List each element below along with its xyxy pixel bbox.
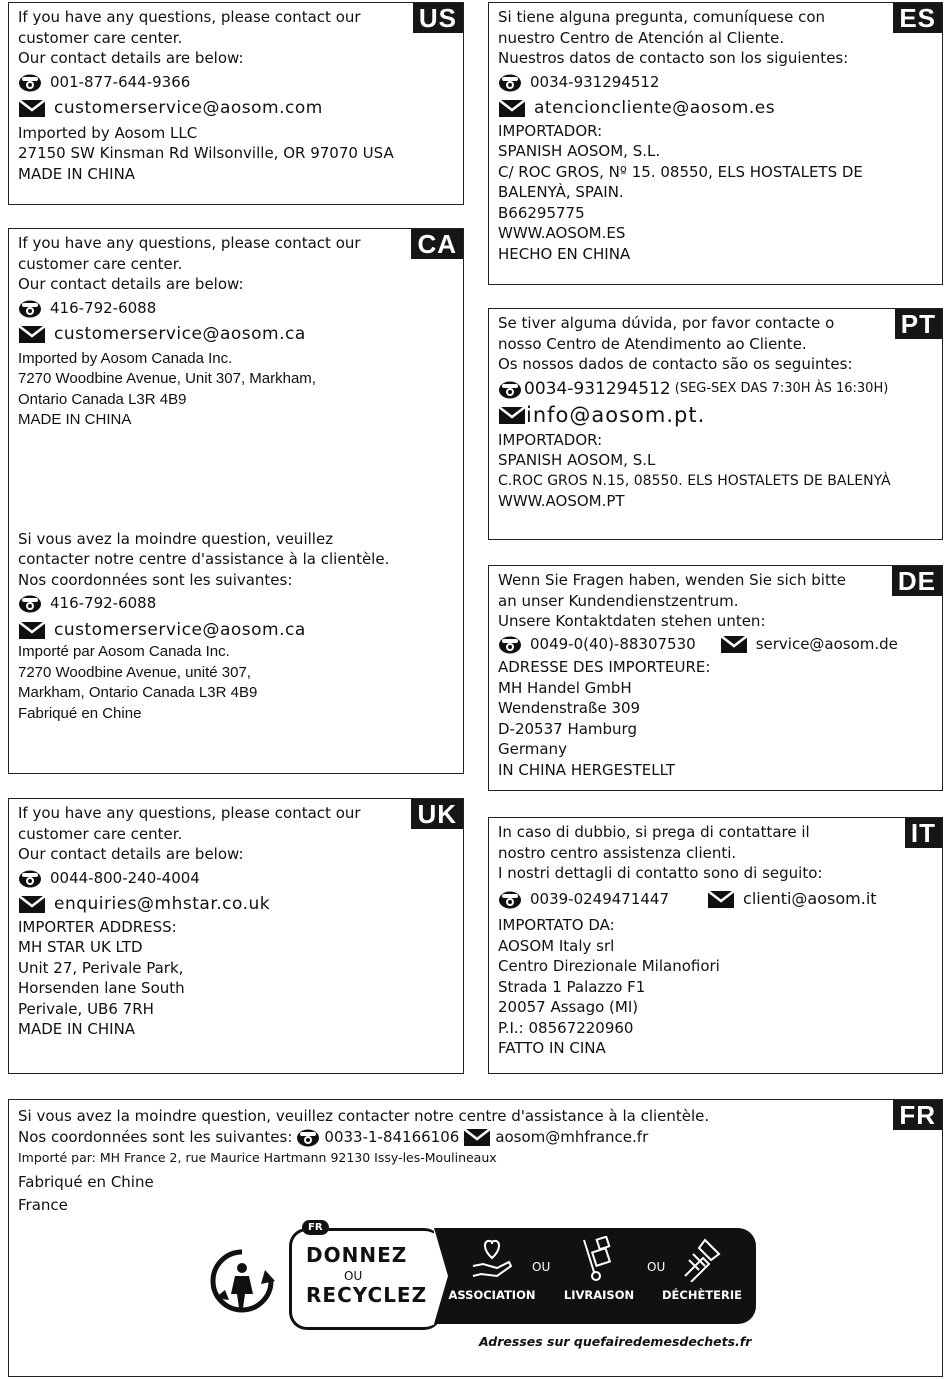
de-contact-box	[488, 565, 943, 791]
ca-fr-phone-row	[18, 593, 457, 614]
it-address-2: AOSOM Italy srl	[498, 936, 615, 955]
uk-line-1: If you have any questions, please contact our	[18, 804, 361, 822]
uk-address-5: Perivale, UB6 7RH	[18, 999, 154, 1018]
mail-icon	[18, 98, 46, 118]
mail-icon	[498, 98, 526, 118]
recyclez-text: RECYCLEZ	[306, 1283, 428, 1307]
uk-phone: 0044-800-240-4004	[50, 868, 200, 887]
pt-contact-box	[488, 308, 943, 540]
it-contact-row	[498, 889, 936, 910]
mail-icon	[18, 620, 46, 640]
us-phone: 001-877-644-9366	[50, 72, 191, 91]
de-email: service@aosom.de	[755, 634, 898, 653]
phone-icon	[498, 380, 522, 398]
pt-address-2: SPANISH AOSOM, S.L	[498, 451, 656, 469]
us-phone-row	[18, 72, 457, 93]
phone-icon	[18, 299, 42, 317]
ca-fr-phone: 416-792-6088	[50, 594, 157, 612]
pt-line-1: Se tiver alguma dúvida, por favor contacte o	[498, 314, 835, 332]
ca-address-2: 7270 Woodbine Avenue, Unit 307, Markham,	[18, 370, 316, 387]
us-email-row	[18, 98, 457, 119]
pt-email: info@aosom.pt.	[526, 403, 706, 427]
ca-line-1: If you have any questions, please contact our	[18, 234, 361, 252]
ca-address-3: Ontario Canada L3R 4B9	[18, 390, 187, 408]
ca-line-2: customer care center.	[18, 254, 183, 273]
mail-icon	[463, 1127, 491, 1147]
es-line-3: Nuestros datos de contacto son los siguientes:	[498, 49, 849, 67]
us-address-2: 27150 SW Kinsman Rd Wilsonville, OR 97070 USA	[18, 144, 394, 162]
us-contact-box	[8, 2, 464, 205]
mail-icon	[498, 405, 526, 425]
decheterie-label: DÉCHÈTERIE	[661, 1288, 742, 1302]
recycling-tools-icon	[679, 1236, 725, 1282]
de-line-3: Unsere Kontaktdaten stehen unten:	[498, 612, 766, 630]
us-line-3: Our contact details are below:	[18, 49, 244, 67]
us-address-3: MADE IN CHINA	[18, 164, 136, 183]
ca-email-row	[18, 324, 457, 345]
association-label: ASSOCIATION	[448, 1288, 536, 1302]
triman-icon	[209, 1248, 275, 1314]
country-tag-us: US	[413, 3, 463, 33]
decheterie-option	[657, 1236, 747, 1302]
mail-icon	[707, 889, 735, 909]
ca-fr-line-3: Nos coordonnées sont les suivantes:	[18, 570, 293, 589]
phone-icon	[18, 594, 42, 612]
country-tag-uk: UK	[411, 799, 463, 829]
es-line-1: Si tiene alguna pregunta, comuníquese con	[498, 8, 826, 26]
fr-made: Fabriqué en Chine	[18, 1172, 154, 1191]
livraison-label: LIVRAISON	[563, 1288, 635, 1302]
country-tag-it: IT	[905, 818, 942, 848]
fr-contact-box	[8, 1099, 943, 1377]
ca-phone-row	[18, 298, 457, 319]
it-line-1: In caso di dubbio, si prega di contattare il	[498, 823, 810, 841]
phone-icon	[498, 635, 522, 653]
phone-icon	[498, 73, 522, 91]
triman-website: Adresses sur quefairedemesdechets.fr	[479, 1334, 752, 1349]
ca-address-1: Imported by Aosom Canada Inc.	[18, 349, 233, 367]
ca-email: customerservice@aosom.ca	[54, 324, 306, 344]
ca-line-3: Our contact details are below:	[18, 275, 244, 293]
ca-phone: 416-792-6088	[50, 298, 157, 317]
uk-address-1: IMPORTER ADDRESS:	[18, 917, 177, 936]
es-email: atencioncliente@aosom.es	[534, 98, 776, 118]
ou-text-3: OU	[647, 1260, 666, 1274]
ca-fr-email-row	[18, 620, 457, 641]
us-line-1: If you have any questions, please contact our	[18, 8, 361, 26]
es-address-4: BALENYÀ, SPAIN.	[498, 183, 624, 201]
heart-hand-icon	[469, 1236, 515, 1282]
pt-phone: 0034-931294512	[524, 378, 671, 399]
fr-contact-row	[18, 1127, 936, 1148]
de-address-3: Wendenstraße 309	[498, 699, 641, 717]
it-phone: 0039-0249471447	[530, 889, 670, 908]
de-address-4: D-20537 Hamburg	[498, 719, 637, 738]
it-email: clienti@aosom.it	[743, 888, 877, 908]
de-address-5: Germany	[498, 740, 567, 758]
uk-line-3: Our contact details are below:	[18, 845, 244, 863]
it-address-6: P.I.: 08567220960	[498, 1018, 634, 1037]
de-address-6: IN CHINA HERGESTELLT	[498, 760, 676, 779]
us-line-2: customer care center.	[18, 28, 183, 47]
es-email-row	[498, 98, 936, 119]
ca-fr-address-4: Fabriqué en Chine	[18, 704, 142, 722]
mail-icon	[720, 634, 748, 654]
de-address-1: ADRESSE DES IMPORTEURE:	[498, 658, 711, 676]
fr-importer: Importé par: MH France 2, rue Maurice Hartmann 92130 Issy-les-Moulineaux	[18, 1150, 497, 1165]
pt-address-1: IMPORTADOR:	[498, 430, 603, 449]
donnez-recyclez-panel	[289, 1222, 442, 1330]
phone-icon	[498, 890, 522, 908]
it-address-7: FATTO IN CINA	[498, 1039, 606, 1057]
es-address-6: WWW.AOSOM.ES	[498, 224, 626, 242]
uk-contact-box	[8, 798, 464, 1074]
ca-address-4: MADE IN CHINA	[18, 411, 132, 428]
it-line-2: nostro centro assistenza clienti.	[498, 843, 737, 862]
de-line-1: Wenn Sie Fragen haben, wenden Sie sich bitte	[498, 571, 846, 589]
pt-line-2: nosso Centro de Atendimento ao Cliente.	[498, 334, 807, 353]
uk-line-2: customer care center.	[18, 824, 183, 843]
fr-line-2: Nos coordonnées sont les suivantes:	[18, 1127, 293, 1146]
fr-country: France	[18, 1196, 68, 1214]
panel-arrow	[434, 1228, 448, 1324]
ca-contact-box	[8, 228, 464, 774]
de-contact-row	[498, 634, 936, 655]
ca-fr-address-1: Importé par Aosom Canada Inc.	[18, 643, 230, 660]
uk-email: enquiries@mhstar.co.uk	[54, 894, 271, 914]
us-email: customerservice@aosom.com	[54, 98, 323, 118]
ca-fr-address-2: 7270 Woodbine Avenue, unité 307,	[18, 663, 251, 681]
it-address-1: IMPORTATO DA:	[498, 916, 615, 934]
us-address-1: Imported by Aosom LLC	[18, 123, 198, 142]
phone-icon	[296, 1128, 320, 1146]
es-contact-box	[488, 2, 943, 285]
ca-fr-email: customerservice@aosom.ca	[54, 619, 306, 640]
ca-fr-line-1: Si vous avez la moindre question, veuillez	[18, 529, 334, 548]
uk-address-6: MADE IN CHINA	[18, 1020, 136, 1038]
donnez-text: DONNEZ	[306, 1243, 408, 1267]
livraison-option	[559, 1236, 639, 1302]
mail-icon	[18, 894, 46, 914]
es-address-7: HECHO EN CHINA	[498, 244, 631, 263]
es-address-3: C/ ROC GROS, Nº 15. 08550, ELS HOSTALETS DE	[498, 162, 863, 181]
it-contact-box	[488, 817, 943, 1074]
hand-truck-icon	[576, 1236, 622, 1282]
pt-line-3: Os nossos dados de contacto são os seguintes:	[498, 355, 853, 373]
it-address-3: Centro Direzionale Milanofiori	[498, 957, 720, 975]
it-line-3: I nostri dettagli di contatto sono di seguito:	[498, 864, 823, 882]
de-phone: 0049-0(40)-88307530	[530, 634, 696, 653]
de-address-2: MH Handel GmbH	[498, 678, 632, 697]
country-tag-fr: FR	[893, 1100, 942, 1130]
triman-recycling-label	[209, 1222, 769, 1376]
de-line-2: an unser Kundendienstzentrum.	[498, 591, 739, 610]
uk-phone-row	[18, 868, 457, 889]
mail-icon	[18, 324, 46, 344]
fr-pill: FR	[302, 1220, 329, 1235]
uk-email-row	[18, 894, 457, 915]
ou-text: OU	[344, 1269, 363, 1283]
es-phone-row	[498, 72, 936, 93]
fr-email: aosom@mhfrance.fr	[495, 1127, 649, 1146]
es-phone: 0034-931294512	[530, 72, 660, 91]
uk-address-4: Horsenden lane South	[18, 979, 185, 997]
country-tag-es: ES	[893, 3, 942, 33]
uk-address-3: Unit 27, Perivale Park,	[18, 958, 184, 977]
uk-address-2: MH STAR UK LTD	[18, 938, 143, 956]
association-option	[447, 1236, 537, 1302]
pt-email-row	[498, 405, 936, 426]
pt-phone-hours: (SEG-SEX DAS 7:30H ÀS 16:30H)	[674, 380, 889, 396]
es-line-2: nuestro Centro de Atención al Cliente.	[498, 28, 785, 47]
pt-phone-row	[498, 379, 936, 400]
ou-text-2: OU	[532, 1260, 551, 1274]
ca-fr-line-2: contacter notre centre d'assistance à la clientèle.	[18, 550, 390, 568]
es-address-1: IMPORTADOR:	[498, 121, 603, 140]
pt-address-3: C.ROC GROS N.15, 08550. ELS HOSTALETS DE BALENYÀ	[498, 472, 891, 489]
es-address-2: SPANISH AOSOM, S.L.	[498, 142, 661, 160]
phone-icon	[18, 869, 42, 887]
fr-line-1: Si vous avez la moindre question, veuillez contacter notre centre d'assistance à la clientèle.	[18, 1107, 710, 1125]
it-address-5: 20057 Assago (MI)	[498, 998, 639, 1016]
country-tag-pt: PT	[895, 309, 942, 339]
country-tag-ca: CA	[411, 229, 463, 259]
es-address-5: B66295775	[498, 203, 585, 222]
country-tag-de: DE	[892, 566, 942, 596]
fr-phone: 0033-1-84166106	[324, 1127, 460, 1146]
it-address-4: Strada 1 Palazzo F1	[498, 977, 646, 996]
pt-address-4: WWW.AOSOM.PT	[498, 492, 625, 510]
phone-icon	[18, 73, 42, 91]
ca-fr-address-3: Markham, Ontario Canada L3R 4B9	[18, 684, 258, 701]
